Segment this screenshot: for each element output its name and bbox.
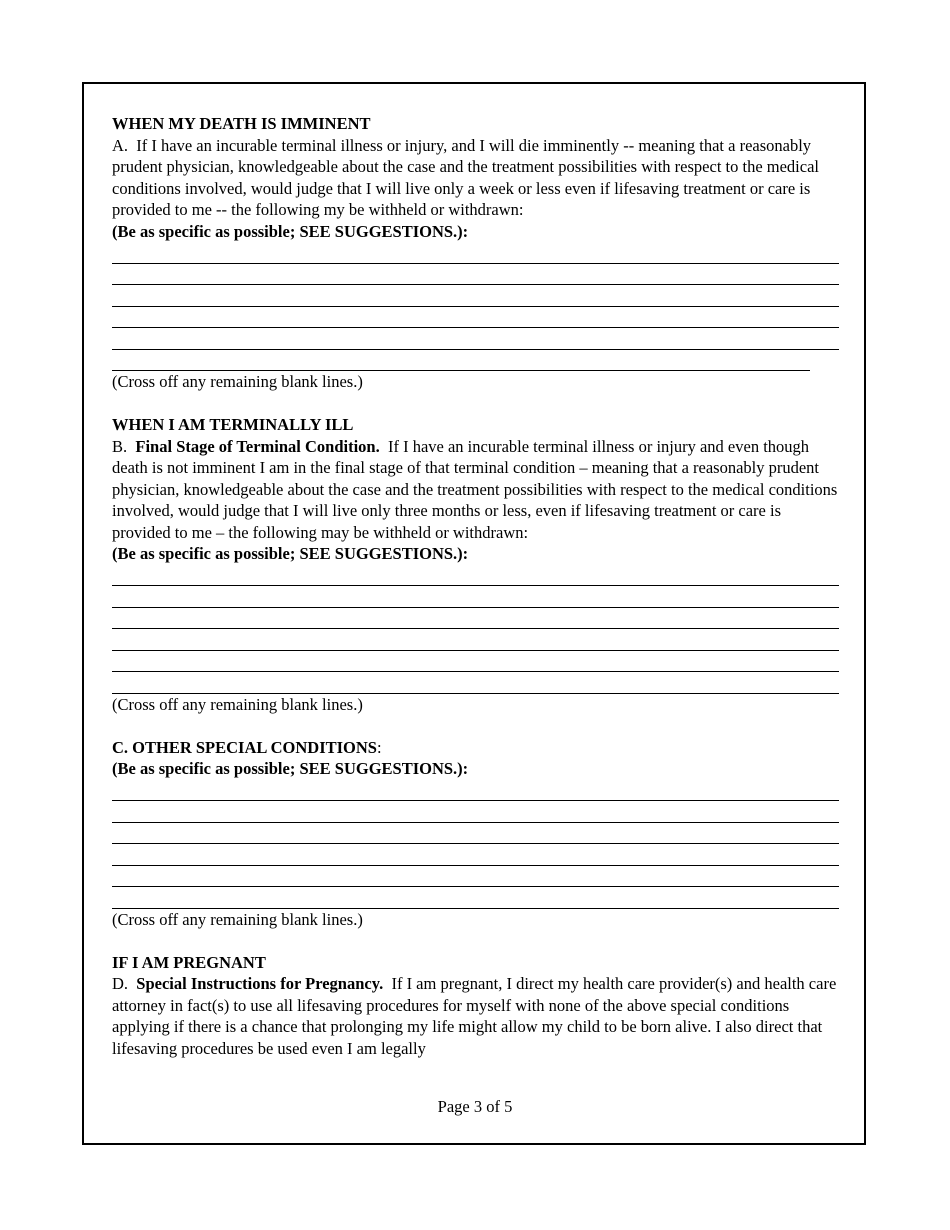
page-number: Page 3 of 5 [437,1097,513,1116]
section-c-blank-line[interactable] [112,801,839,823]
section-b-label: B. [112,436,128,456]
section-a-heading: WHEN MY DEATH IS IMMINENT [112,114,371,133]
section-c-blank-line[interactable] [112,866,839,888]
section-a-label: A. [112,135,129,155]
section-b-title: Final Stage of Terminal Condition. [135,436,380,456]
section-b-text: If I have an incurable terminal illness or injury and even though death is not imminent I am in the final stage of that terminal condition – meaning that a reasonably prudent physician, knowledgeable about the case and the treatment possibilities with respect to the medical conditions involved, would judge that I will live only three months or less, even if lifesaving treatment or care is provided to me – the following may be withheld or withdrawn: [112,436,838,542]
section-b-blank-line[interactable] [112,608,839,630]
section-c-note: (Cross off any remaining blank lines.) [112,909,363,929]
section-d-label: D. [112,974,129,993]
spacer [112,715,842,737]
section-a-paragraph [112,135,842,221]
section-b-blank-line[interactable] [112,672,839,694]
section-a-blank-line[interactable] [112,307,839,329]
section-d-text: If I am pregnant, I direct my health care provider(s) and health care attorney in fact(s) to use all lifesaving procedures for myself with none of the above special conditions applying if there is a chance that prolonging my life might allow my child to be born alive. I also direct that lifesaving procedures be used even I am legally [112,974,837,1058]
section-a-blank-line[interactable] [112,242,839,264]
section-a-note: (Cross off any remaining blank lines.) [112,372,363,391]
spacer [112,930,842,952]
section-a-blank-line[interactable] [112,285,839,307]
section-c-blank-line[interactable] [112,780,839,802]
document-body [112,113,842,1059]
section-a-instruction: (Be as specific as possible; SEE SUGGESTIONS.): [112,221,469,241]
section-d-title: Special Instructions for Pregnancy. [136,974,384,993]
section-b-blank-line[interactable] [112,651,839,673]
section-d-paragraph [112,973,842,1059]
section-b-blank-line[interactable] [112,629,839,651]
section-b-blank-line[interactable] [112,565,839,587]
section-a-blank-line[interactable] [112,350,810,372]
section-b-note: (Cross off any remaining blank lines.) [112,694,363,714]
section-b-instruction: (Be as specific as possible; SEE SUGGESTIONS.): [112,544,469,563]
section-b-heading: WHEN I AM TERMINALLY ILL [112,415,354,434]
section-c-blank-line[interactable] [112,844,839,866]
section-a-blank-line[interactable] [112,328,839,350]
section-c-heading-row [112,737,842,759]
section-c-instruction: (Be as specific as possible; SEE SUGGESTIONS.): [112,759,469,778]
section-a-text: If I have an incurable terminal illness or injury, and I will die imminently -- meaning that a reasonably prudent physician, knowledgeable about the case and the treatment possibilities with respect to the medical conditions involved, would judge that I will live only a week or less even if lifesaving treatment or care is provided to me -- the following my be withheld or withdrawn: [112,135,819,219]
spacer [112,393,842,415]
section-c-colon: : [376,737,382,757]
section-c-heading: C. OTHER SPECIAL CONDITIONS [112,737,377,757]
section-d-heading: IF I AM PREGNANT [112,952,266,972]
section-b-paragraph [112,436,842,544]
section-b-blank-line[interactable] [112,586,839,608]
section-c-blank-line[interactable] [112,823,839,845]
section-a-blank-line[interactable] [112,264,839,286]
section-c-blank-line[interactable] [112,887,839,909]
